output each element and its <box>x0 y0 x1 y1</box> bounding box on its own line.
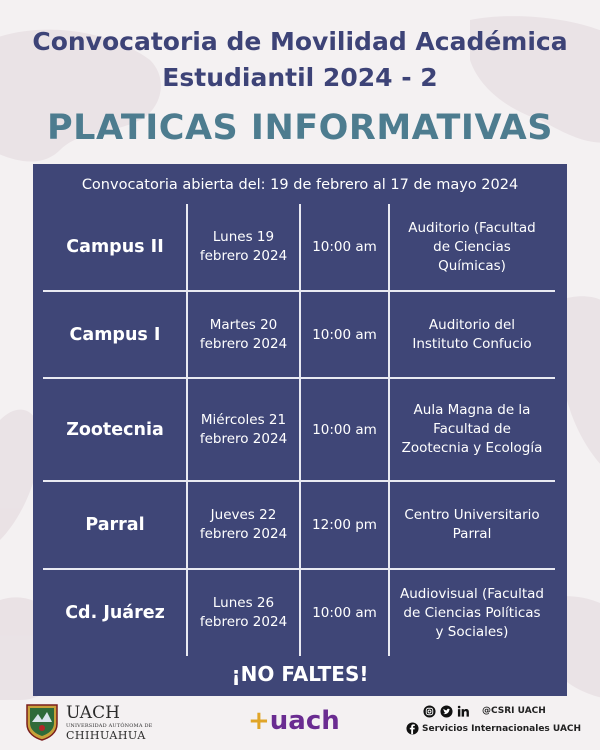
place-line: Facultad de <box>433 421 511 437</box>
date-line: Lunes 19 <box>212 229 275 245</box>
table-row <box>43 482 555 568</box>
session-place <box>389 292 555 377</box>
table-row <box>43 570 555 656</box>
session-date <box>187 292 300 377</box>
date-line: febrero 2024 <box>199 430 288 447</box>
social-handle[interactable]: @CSRI UACH <box>482 706 546 716</box>
session-place <box>389 482 555 568</box>
table-row <box>43 204 555 290</box>
place-line: Instituto Confucio <box>412 335 532 352</box>
session-place <box>389 204 555 290</box>
place-line: Químicas) <box>438 257 506 274</box>
place-line: Aula Magna de la <box>413 402 531 418</box>
campus-name: Zootecnia <box>66 419 164 440</box>
session-date <box>187 379 300 480</box>
social-icons <box>423 705 470 719</box>
twitter-icon[interactable] <box>440 705 453 718</box>
session-time: 10:00 am <box>312 421 377 438</box>
table-row <box>43 379 555 480</box>
date-line: Miércoles 21 <box>200 411 287 428</box>
linkedin-icon[interactable] <box>457 705 470 718</box>
sessions-panel <box>33 164 567 696</box>
session-time: 10:00 am <box>312 239 377 255</box>
brand-text: uach <box>269 706 340 736</box>
university-city: CHIHUAHUA <box>66 729 146 742</box>
place-line: Audiovisual (Facultad <box>400 585 544 602</box>
date-range: Convocatoria abierta del: 19 de febrero al 17 de mayo 2024 <box>81 177 519 193</box>
session-place <box>389 379 555 480</box>
campus-name: Parral <box>85 515 145 535</box>
facebook-icon[interactable] <box>406 722 419 735</box>
uach-shield-logo <box>24 702 60 742</box>
date-line: febrero 2024 <box>199 526 288 542</box>
session-date <box>187 482 300 568</box>
date-line: Jueves 22 <box>210 507 277 523</box>
page-subtitle: PLATICAS INFORMATIVAS <box>47 108 553 148</box>
place-line: Centro Universitario <box>404 507 540 523</box>
brand-plus: + <box>248 706 270 736</box>
table-row <box>43 292 555 377</box>
closing-message: ¡NO FALTES! <box>231 662 369 686</box>
facebook-page[interactable]: Servicios Internacionales UACH <box>422 724 582 734</box>
place-line: Parral <box>452 526 492 542</box>
campus-name: Campus I <box>69 324 161 345</box>
place-line: de Ciencias Políticas <box>403 604 541 621</box>
date-line: febrero 2024 <box>199 614 288 630</box>
session-time: 10:00 am <box>312 605 377 621</box>
session-date <box>187 570 300 656</box>
instagram-icon[interactable] <box>423 705 436 718</box>
campus-name: Campus II <box>66 237 164 257</box>
session-date <box>187 204 300 290</box>
title-line-2: Estudiantil 2024 - 2 <box>162 63 438 92</box>
place-line: y Sociales) <box>435 623 509 640</box>
session-time: 10:00 am <box>312 326 377 343</box>
university-name: UACH <box>66 703 120 723</box>
date-line: Lunes 26 <box>212 595 275 611</box>
page-title <box>0 24 600 96</box>
title-line-1: Convocatoria de Movilidad Académica <box>32 27 568 56</box>
place-line: Auditorio del <box>428 316 516 333</box>
place-line: Zootecnia y Ecología <box>401 440 543 456</box>
date-line: Martes 20 <box>209 316 278 333</box>
place-line: Auditorio (Facultad <box>408 219 536 236</box>
brand-logo <box>248 702 340 740</box>
place-line: de Ciencias <box>433 238 511 255</box>
session-time: 12:00 pm <box>312 517 377 533</box>
date-line: febrero 2024 <box>199 248 288 264</box>
session-place <box>389 570 555 656</box>
date-line: febrero 2024 <box>199 335 288 352</box>
campus-name: Cd. Juárez <box>65 603 165 623</box>
university-full-name: UNIVERSIDAD AUTÓNOMA DE <box>66 723 153 729</box>
